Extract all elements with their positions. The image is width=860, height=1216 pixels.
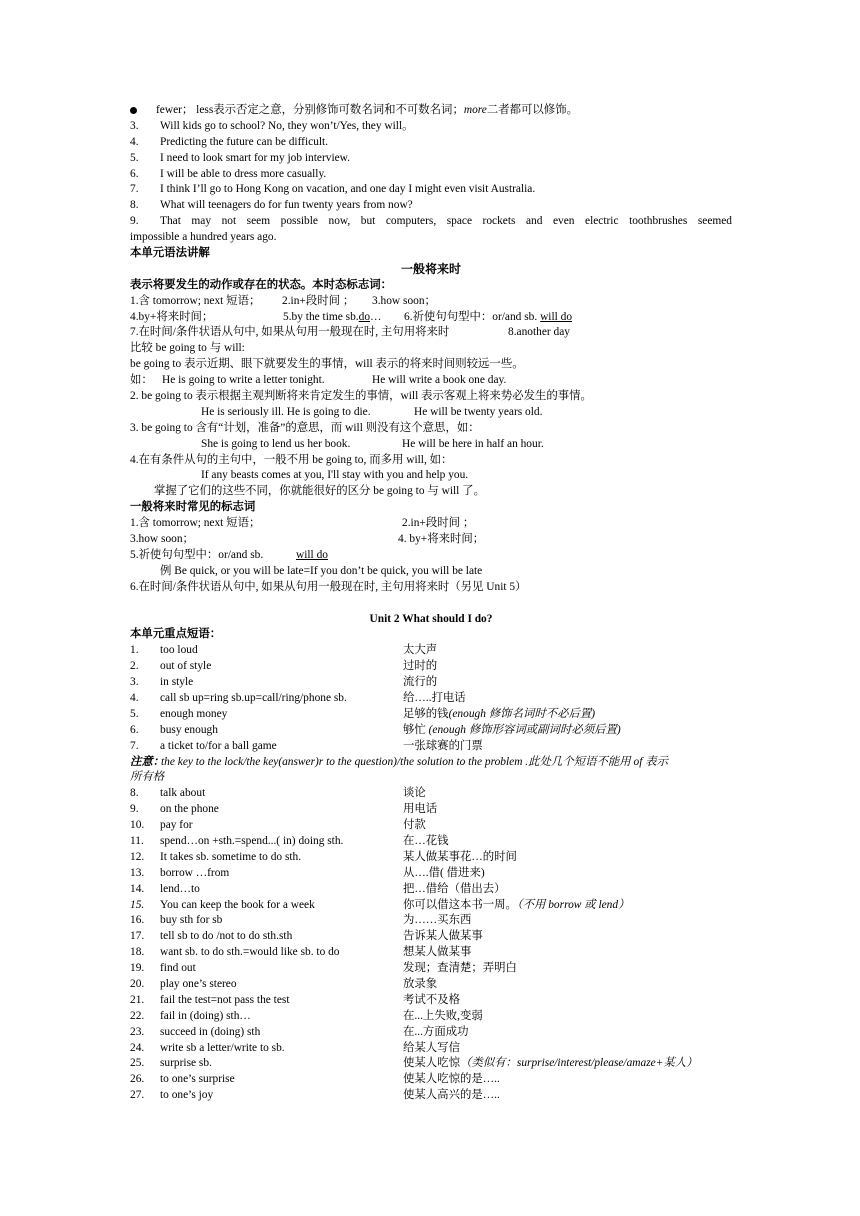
phrase-chinese bbox=[403, 913, 471, 929]
phrase-chinese bbox=[403, 739, 483, 755]
item-number: 8. bbox=[130, 199, 139, 212]
phrase-number: 19. bbox=[130, 962, 145, 975]
note: 掌握了它们的这些不同，你就能很好的区分 be going to 与 will 了。 bbox=[154, 485, 485, 498]
marker-line bbox=[130, 516, 732, 532]
phrase-english: write sb a letter/write to sb. bbox=[160, 1041, 285, 1054]
marker-underlined: will do bbox=[296, 548, 328, 561]
phrase-chinese bbox=[403, 675, 437, 691]
section-heading: 本单元语法讲解 bbox=[130, 247, 210, 260]
phrase-number: 26. bbox=[130, 1073, 145, 1086]
phrase-chinese-text: 够忙 bbox=[403, 723, 429, 736]
phrase-chinese-text: 谈论 bbox=[403, 787, 426, 800]
phrase-chinese-text: 在...方面成功 bbox=[403, 1025, 469, 1038]
phrase-english: fail in (doing) sth… bbox=[160, 1009, 251, 1022]
phrase-number: 12. bbox=[130, 850, 145, 863]
phrase-chinese bbox=[403, 993, 460, 1009]
phrase-chinese bbox=[403, 929, 483, 945]
phrase-chinese bbox=[403, 977, 437, 993]
phrase-row bbox=[130, 1009, 732, 1025]
phrase-chinese bbox=[403, 866, 485, 882]
phrase-chinese bbox=[403, 834, 449, 850]
example: If any beasts comes at you, I'll stay with you and help you. bbox=[201, 469, 469, 482]
phrase-english: want sb. to do sth.=would like sb. to do bbox=[160, 946, 340, 959]
phrase-english: talk about bbox=[160, 787, 206, 800]
phrase-number: 15. bbox=[130, 898, 145, 911]
phrase-number: 8. bbox=[130, 787, 139, 800]
phrase-chinese-text: 放录象 bbox=[403, 977, 438, 990]
phrase-chinese bbox=[403, 643, 437, 659]
phrase-chinese-text: 在…花钱 bbox=[403, 834, 449, 847]
list-item bbox=[130, 167, 732, 183]
example: He will be twenty years old. bbox=[414, 405, 543, 418]
phrase-chinese bbox=[403, 850, 517, 866]
phrase-number: 25. bbox=[130, 1057, 145, 1070]
phrase-chinese bbox=[403, 1025, 469, 1041]
phrase-row bbox=[130, 945, 732, 961]
phrase-english: play one’s stereo bbox=[160, 977, 237, 990]
phrase-chinese-text: 用电话 bbox=[403, 803, 438, 816]
phrase-row bbox=[130, 929, 732, 945]
phrase-row bbox=[130, 913, 732, 929]
phrase-chinese bbox=[403, 802, 437, 818]
example: She is going to lend us her book. bbox=[201, 437, 351, 450]
item-number: 6. bbox=[130, 167, 139, 180]
phrase-chinese-text: 使某人吃惊 bbox=[403, 1057, 460, 1070]
bullet-tail: 二者都可以修饰。 bbox=[486, 104, 578, 116]
phrase-row bbox=[130, 643, 732, 659]
phrase-english: busy enough bbox=[160, 723, 218, 736]
phrase-number: 2. bbox=[130, 660, 139, 673]
phrase-row bbox=[130, 993, 732, 1009]
phrase-row bbox=[130, 659, 732, 675]
note-text: the key to the lock/the key(answer)r to the question)/the solution to the problem .此处几个短语不能用 of 表示 bbox=[161, 755, 669, 768]
phrase-chinese-text: 为……买东西 bbox=[403, 914, 472, 927]
item-number: 4. bbox=[130, 135, 139, 148]
note-line: 所有格 bbox=[130, 771, 165, 784]
phrase-number: 24. bbox=[130, 1041, 145, 1054]
phrase-chinese-text: 想某人做某事 bbox=[403, 946, 472, 959]
marker: 1.含 tomorrow; next 短语； bbox=[130, 517, 261, 530]
bullet-text: fewer； less表示否定之意，分别修饰可数名词和不可数名词； bbox=[156, 104, 464, 116]
compare-heading: 比较 be going to 与 will: bbox=[130, 342, 245, 355]
phrase-chinese-text: 考试不及格 bbox=[403, 993, 460, 1006]
list-item bbox=[130, 182, 732, 198]
phrase-row bbox=[130, 707, 732, 723]
list-item bbox=[130, 119, 732, 135]
phrase-number: 1. bbox=[130, 644, 139, 657]
phrase-row bbox=[130, 961, 732, 977]
phrase-english: on the phone bbox=[160, 803, 219, 816]
list-item bbox=[130, 198, 732, 214]
compare-point: 3. be going to 含有“计划，准备”的意思，而 will 则没有这个意思，如： bbox=[130, 421, 480, 434]
section-title: 一般将来时 bbox=[400, 261, 461, 276]
phrase-number: 17. bbox=[130, 930, 145, 943]
phrase-chinese bbox=[403, 898, 629, 914]
phrase-english: borrow …from bbox=[160, 866, 230, 879]
phrase-chinese bbox=[403, 691, 466, 707]
phrase-chinese-note: (enough 修饰形容词或副词时必须后置) bbox=[428, 723, 621, 736]
phrase-row bbox=[130, 882, 732, 898]
phrase-english: lend…to bbox=[160, 882, 200, 895]
phrase-number: 14. bbox=[130, 882, 145, 895]
example-line bbox=[130, 564, 732, 580]
phrase-chinese-text: 从….借( 借进来) bbox=[403, 866, 485, 879]
example-line bbox=[130, 373, 732, 389]
bullet-icon bbox=[130, 107, 137, 114]
phrase-number: 27. bbox=[130, 1089, 145, 1102]
phrase-chinese-text: 过时的 bbox=[403, 660, 438, 673]
phrase-row bbox=[130, 818, 732, 834]
item-number: 9. bbox=[130, 215, 139, 228]
phrase-row bbox=[130, 1041, 732, 1057]
phrase-english: enough money bbox=[160, 707, 228, 720]
phrase-chinese bbox=[403, 818, 426, 834]
example: He will be here in half an hour. bbox=[402, 437, 544, 450]
phrase-number: 13. bbox=[130, 866, 145, 879]
phrase-row bbox=[130, 1088, 732, 1104]
compare-point: 4.在有条件从句的主句中，一般不用 be going to, 而多用 will, 如： bbox=[130, 453, 453, 466]
phrase-number: 9. bbox=[130, 803, 139, 816]
phrase-chinese bbox=[403, 1056, 698, 1072]
item-text: Predicting the future can be difficult. bbox=[160, 135, 329, 148]
phrase-chinese bbox=[403, 1088, 500, 1104]
phrase-chinese bbox=[403, 1072, 500, 1088]
phrase-chinese-note: （不用 borrow 或 lend） bbox=[516, 898, 630, 911]
example: He is going to write a letter tonight. bbox=[162, 374, 325, 387]
marker-line bbox=[130, 548, 732, 564]
example: He is seriously ill. He is going to die. bbox=[201, 405, 371, 418]
phrase-row bbox=[130, 1056, 732, 1072]
phrase-number: 7. bbox=[130, 739, 139, 752]
marker: 1.含 tomorrow; next 短语； bbox=[130, 294, 261, 307]
item-number: 3. bbox=[130, 119, 139, 132]
phrase-chinese-text: 使某人高兴的是….. bbox=[403, 1089, 500, 1102]
phrase-row bbox=[130, 786, 732, 802]
phrase-number: 10. bbox=[130, 819, 145, 832]
phrase-english: buy sth for sb bbox=[160, 914, 223, 927]
marker: 3.how soon； bbox=[130, 533, 194, 546]
phrase-number: 3. bbox=[130, 676, 139, 689]
section-heading: 本单元重点短语： bbox=[130, 628, 222, 641]
definition: 表示将要发生的动作或存在的状态。本时态标志词： bbox=[130, 278, 392, 291]
phrase-chinese-text: 给某人写信 bbox=[403, 1041, 460, 1054]
example-line bbox=[130, 437, 732, 453]
phrase-row bbox=[130, 977, 732, 993]
marker-line bbox=[130, 294, 732, 310]
marker: 2.in+段时间 ； bbox=[282, 294, 355, 307]
phrase-row bbox=[130, 723, 732, 739]
compare-point: be going to 表示近期、眼下就要发生的事情，will 表示的将来时间则较远一些。 bbox=[130, 358, 524, 371]
list-item bbox=[130, 135, 732, 151]
marker: 4.by+将来时间； bbox=[130, 310, 214, 323]
item-text: Will kids go to school? No, they won’t/Yes, they will。 bbox=[160, 119, 414, 132]
phrase-chinese bbox=[403, 659, 437, 675]
item-number: 5. bbox=[130, 151, 139, 164]
item-text: I will be able to dress more casually. bbox=[160, 167, 327, 180]
phrase-chinese-text: 太大声 bbox=[403, 644, 438, 657]
phrase-row bbox=[130, 1025, 732, 1041]
phrase-number: 6. bbox=[130, 723, 139, 736]
marker-line bbox=[130, 325, 732, 341]
phrase-row bbox=[130, 1072, 732, 1088]
phrase-english: fail the test=not pass the test bbox=[160, 993, 290, 1006]
phrase-chinese-text: 某人做某事花…的时间 bbox=[403, 850, 517, 863]
example-line bbox=[130, 405, 732, 421]
item-text: What will teenagers do for fun twenty years from now? bbox=[160, 199, 413, 212]
phrase-chinese bbox=[403, 707, 595, 723]
item-text: impossible a hundred years ago. bbox=[130, 231, 277, 244]
phrase-row bbox=[130, 898, 732, 914]
marker: 8.another day bbox=[508, 326, 570, 339]
phrase-chinese-text: 流行的 bbox=[403, 676, 438, 689]
phrase-number: 5. bbox=[130, 707, 139, 720]
phrase-number: 22. bbox=[130, 1009, 145, 1022]
phrase-english: out of style bbox=[160, 660, 212, 673]
phrase-number: 20. bbox=[130, 977, 145, 990]
marker-line bbox=[130, 532, 732, 548]
phrase-english: to one’s joy bbox=[160, 1089, 214, 1102]
phrase-chinese-text: 使某人吃惊的是….. bbox=[403, 1073, 500, 1086]
list-item-continuation bbox=[130, 230, 732, 246]
marker-line: 6.在时间/条件状语从句中, 如果从句用一般现在时, 主句用将来时（另见 Unit 5） bbox=[130, 580, 527, 593]
phrase-row bbox=[130, 866, 732, 882]
phrase-english: spend…on +sth.=spend...( in) doing sth. bbox=[160, 834, 344, 847]
phrase-english: succeed in (doing) sth bbox=[160, 1025, 261, 1038]
phrase-number: 21. bbox=[130, 993, 145, 1006]
marker: 5.祈使句句型中：or/and sb. bbox=[130, 548, 264, 561]
item-number: 7. bbox=[130, 183, 139, 196]
phrase-chinese-note: (enough 修饰名词时不必后置) bbox=[448, 707, 596, 720]
phrase-english: You can keep the book for a week bbox=[160, 898, 315, 911]
example-line bbox=[130, 468, 732, 484]
phrase-row bbox=[130, 834, 732, 850]
bullet-item bbox=[130, 103, 732, 119]
phrase-row bbox=[130, 802, 732, 818]
marker: 3.how soon； bbox=[372, 294, 436, 307]
phrase-chinese bbox=[403, 1041, 460, 1057]
phrase-number: 4. bbox=[130, 691, 139, 704]
section-heading: 一般将来时常见的标志词 bbox=[130, 501, 256, 514]
phrase-chinese-text: 把…借给（借出去） bbox=[403, 882, 506, 895]
phrase-chinese bbox=[403, 786, 426, 802]
phrase-english: call sb up=ring sb.up=call/ring/phone sb. bbox=[160, 691, 347, 704]
phrase-chinese bbox=[403, 945, 471, 961]
note-line bbox=[130, 484, 732, 500]
example: He will write a book one day. bbox=[372, 374, 507, 387]
example: 例 Be quick, or you will be late=If you don’t be quick, you will be late bbox=[160, 564, 483, 577]
phrase-english: find out bbox=[160, 962, 196, 975]
list-item bbox=[130, 151, 732, 167]
phrase-chinese-text: 你可以借这本书一周。 bbox=[403, 898, 517, 911]
document-page bbox=[130, 103, 732, 1104]
phrase-chinese-text: 告诉某人做某事 bbox=[403, 930, 483, 943]
phrase-row bbox=[130, 850, 732, 866]
phrase-chinese bbox=[403, 723, 621, 739]
phrase-english: a ticket to/for a ball game bbox=[160, 739, 277, 752]
item-text: I think I’ll go to Hong Kong on vacation, and one day I might even visit Australia. bbox=[160, 183, 536, 196]
phrase-chinese bbox=[403, 961, 517, 977]
phrase-row bbox=[130, 739, 732, 755]
phrase-chinese-text: 一张球赛的门票 bbox=[403, 739, 483, 752]
phrase-chinese-text: 付款 bbox=[403, 819, 426, 832]
phrase-row bbox=[130, 675, 732, 691]
phrase-chinese bbox=[403, 1009, 483, 1025]
phrase-number: 16. bbox=[130, 914, 145, 927]
list-item bbox=[130, 214, 732, 230]
phrase-english: too loud bbox=[160, 644, 198, 657]
compare-point: 2. be going to 表示根据主观判断将来肯定发生的事情，will 表示客观上将来势必发生的事情。 bbox=[130, 390, 592, 403]
note-line bbox=[130, 755, 732, 771]
phrase-english: in style bbox=[160, 676, 194, 689]
marker: 5.by the time sb.do… bbox=[283, 310, 382, 323]
marker: 2.in+段时间 ； bbox=[402, 517, 475, 530]
example-label: 如： bbox=[130, 374, 153, 387]
phrase-english: pay for bbox=[160, 819, 193, 832]
unit-title: Unit 2 What should I do? bbox=[369, 612, 493, 625]
item-text: That may not seem possible now, but computers, space rockets and even electric toothbrushes seemed bbox=[160, 215, 732, 228]
marker-line bbox=[130, 310, 732, 326]
phrase-english: to one’s surprise bbox=[160, 1073, 235, 1086]
phrase-chinese-text: 发现；查清楚；弄明白 bbox=[403, 962, 517, 975]
marker: 4. by+将来时间； bbox=[398, 533, 485, 546]
item-text: I need to look smart for my job interview. bbox=[160, 151, 351, 164]
phrase-row bbox=[130, 691, 732, 707]
phrase-number: 11. bbox=[130, 834, 144, 847]
phrase-chinese bbox=[403, 882, 506, 898]
note-label: 注意： bbox=[130, 755, 165, 768]
marker: 6.祈使句句型中：or/and sb. will do bbox=[404, 310, 573, 323]
phrase-english: It takes sb. sometime to do sth. bbox=[160, 850, 302, 863]
phrase-chinese-text: 在...上失败,变弱 bbox=[403, 1009, 483, 1022]
phrase-number: 18. bbox=[130, 946, 145, 959]
phrase-chinese-text: 给…..打电话 bbox=[403, 691, 466, 704]
phrase-chinese-note: （类似有：surprise/interest/please/amaze+某人） bbox=[459, 1057, 698, 1070]
phrase-english: surprise sb. bbox=[160, 1057, 212, 1070]
phrase-english: tell sb to do /not to do sth.sth bbox=[160, 930, 293, 943]
phrase-number: 23. bbox=[130, 1025, 145, 1038]
marker: 7.在时间/条件状语从句中, 如果从句用一般现在时, 主句用将来时 bbox=[130, 326, 450, 339]
phrase-chinese-text: 足够的钱 bbox=[403, 707, 449, 720]
bullet-italic: more bbox=[463, 104, 487, 116]
